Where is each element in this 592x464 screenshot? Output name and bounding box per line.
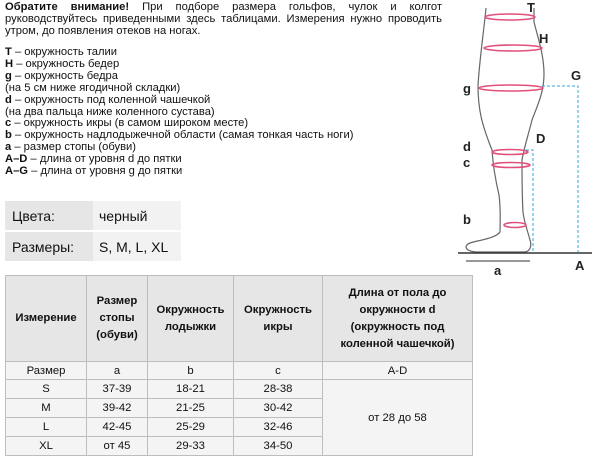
size-cell: L <box>6 418 87 437</box>
calf-cell: 28-38 <box>234 380 323 399</box>
size-cell: S <box>6 380 87 399</box>
header-length: Длина от пола до окружности d (окружность под коленной чашечкой) <box>323 276 473 362</box>
label-g-upper: G <box>571 68 582 83</box>
calf-cell: 34-50 <box>234 437 323 456</box>
subheader-cell: Размер <box>6 362 87 380</box>
label-d-upper: D <box>536 131 546 146</box>
header-calf: Окружность икры <box>234 276 323 362</box>
sizes-label: Размеры: <box>5 232 93 261</box>
definition-item: b – окружность надлодыжечной области (самая тонкая часть ноги) <box>5 129 354 142</box>
label-a: a <box>494 263 502 278</box>
foot-cell: 39-42 <box>87 399 148 418</box>
ankle-cell: 29-33 <box>148 437 234 456</box>
definition-item: d – окружность под коленной чашечкой <box>5 93 211 106</box>
foot-cell: от 45 <box>87 437 148 456</box>
label-g: g <box>463 81 471 96</box>
definition-list <box>5 47 445 178</box>
label-c: c <box>463 155 471 170</box>
definition-item: (на два пальца ниже коленного сустава) <box>5 105 215 118</box>
label-t: T <box>527 0 535 15</box>
ankle-cell: 18-21 <box>148 380 234 399</box>
leg-measurement-diagram <box>458 0 592 290</box>
colors-label: Цвета: <box>5 201 93 230</box>
size-table <box>5 275 473 456</box>
hip-band <box>484 45 542 51</box>
size-table-subheader <box>6 362 473 380</box>
colors-row <box>5 201 181 230</box>
colors-value: черный <box>93 201 181 230</box>
size-table-header <box>6 276 473 362</box>
label-d: d <box>463 139 471 154</box>
g-guide-line <box>542 86 578 252</box>
label-h: H <box>539 31 549 46</box>
ankle-cell: 21-25 <box>148 399 234 418</box>
ankle-cell: 25-29 <box>148 418 234 437</box>
foot-cell: 42-45 <box>87 418 148 437</box>
calf-cell: 32-46 <box>234 418 323 437</box>
intro-paragraph <box>5 2 442 38</box>
attention-label: Обратите внимание! <box>5 1 130 13</box>
definition-item: T – окружность талии <box>5 46 117 58</box>
definition-item: (на 5 см ниже ягодичной складки) <box>5 81 181 94</box>
definition-item: H – окружность бедер <box>5 57 120 70</box>
header-ankle: Окружность лодыжки <box>148 276 234 362</box>
header-measurement: Измерение <box>6 276 87 362</box>
thigh-band <box>479 85 543 91</box>
size-cell: M <box>6 399 87 418</box>
calf-cell: 30-42 <box>234 399 323 418</box>
size-cell: XL <box>6 437 87 456</box>
definition-item: A–G – длина от уровня g до пятки <box>5 165 183 178</box>
length-cell: от 28 до 58 <box>323 380 473 456</box>
table-row <box>6 380 473 399</box>
sizes-value: S, M, L, XL <box>93 232 181 261</box>
sizes-row <box>5 232 181 261</box>
subheader-cell: c <box>234 362 323 380</box>
subheader-cell: A-D <box>323 362 473 380</box>
definition-item: A–D – длина от уровня d до пятки <box>5 153 182 166</box>
subheader-cell: a <box>87 362 148 380</box>
product-info-table <box>5 201 181 261</box>
subheader-cell: b <box>148 362 234 380</box>
definition-item: g – окружность бедра <box>5 69 118 82</box>
definition-item: a – размер стопы (обуви) <box>5 141 137 154</box>
ankle-band <box>504 223 526 228</box>
knee-band <box>492 150 528 155</box>
header-foot-size: Размер стопы (обуви) <box>87 276 148 362</box>
calf-band <box>492 163 530 168</box>
label-a-upper: A <box>575 258 585 273</box>
foot-cell: 37-39 <box>87 380 148 399</box>
intro-text: При подборе размера гольфов, чулок и колгот руководствуйтесь приведенными здесь таблицами. Измерения нужно проводить утром, до появления отеков на ногах. <box>5 1 442 37</box>
definition-item: c – окружность икры (в самом широком месте) <box>5 117 249 130</box>
label-b: b <box>463 212 471 227</box>
